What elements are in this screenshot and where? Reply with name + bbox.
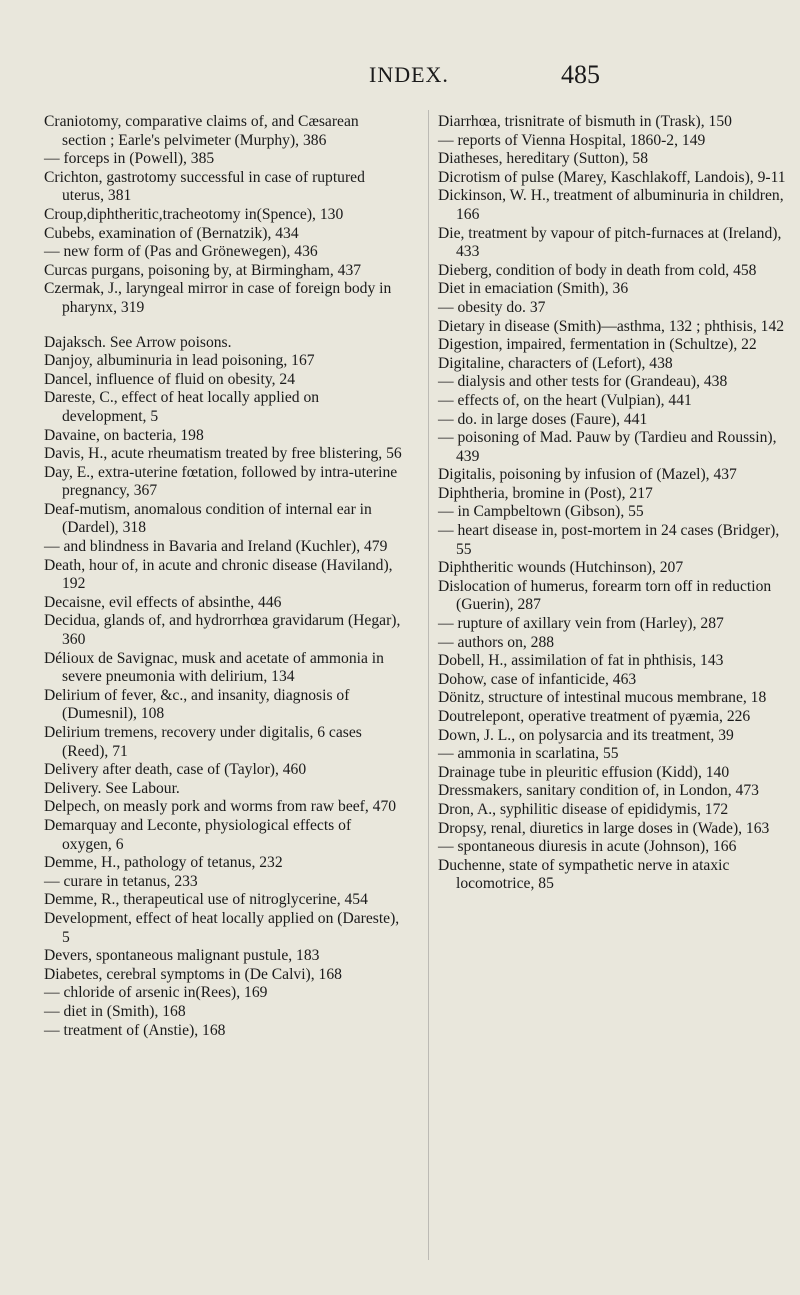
index-entry: — chloride of arsenic in(Rees), 169 — [44, 984, 268, 1002]
index-entry: Dron, A., syphilitic disease of epididymis, 172 — [438, 800, 729, 818]
index-entry: — do. in large doses (Faure), 441 — [438, 410, 648, 428]
column-divider — [428, 110, 429, 1260]
index-entry: Dropsy, renal, diuretics in large doses in (Wade), 163 — [438, 819, 770, 837]
index-entry: Dareste, C., effect of heat locally applied on development, 5 — [44, 389, 320, 425]
index-entry: Diphtheria, bromine in (Post), 217 — [438, 484, 653, 502]
index-entry: Délioux de Savignac, musk and acetate of ammonia in severe pneumonia with delirium, 134 — [44, 649, 384, 686]
index-entry: Development, effect of heat locally applied on (Dareste), 5 — [44, 909, 400, 946]
index-entry: Digitalis, poisoning by infusion of (Mazel), 437 — [438, 466, 737, 484]
left-index-column — [44, 113, 404, 1040]
index-entry: Dajaksch. See Arrow poisons. — [44, 333, 232, 351]
page-header — [0, 62, 800, 102]
index-entry: Drainage tube in pleuritic effusion (Kidd), 140 — [438, 763, 730, 781]
index-entry: Dobell, H., assimilation of fat in phthisis, 143 — [438, 652, 724, 670]
index-entry: Craniotomy, comparative claims of, and Cæsarean section ; Earle's pelvimeter (Murphy), 386 — [44, 113, 359, 149]
index-entry: Duchenne, state of sympathetic nerve in ataxic locomotrice, 85 — [438, 856, 730, 893]
index-entry: — authors on, 288 — [438, 633, 555, 651]
index-entry: Danjoy, albuminuria in lead poisoning, 167 — [44, 352, 315, 370]
index-entry: Day, E., extra-uterine fœtation, followed by intra-uterine pregnancy, 367 — [44, 463, 398, 500]
index-entry: Digitaline, characters of (Lefort), 438 — [438, 354, 673, 372]
index-entry: Dancel, influence of fluid on obesity, 24 — [44, 370, 296, 388]
index-entry: Curcas purgans, poisoning by, at Birmingham, 437 — [44, 261, 362, 279]
index-entry: Diphtheritic wounds (Hutchinson), 207 — [438, 559, 684, 577]
index-entry: — curare in tetanus, 233 — [44, 872, 198, 890]
index-entry: — diet in (Smith), 168 — [44, 1002, 186, 1020]
page-title: INDEX. — [369, 62, 449, 87]
index-entry: Cubebs, examination of (Bernatzik), 434 — [44, 224, 299, 242]
index-entry: Dieberg, condition of body in death from cold, 458 — [438, 261, 757, 279]
index-entry: — treatment of (Anstie), 168 — [44, 1021, 226, 1039]
index-entry: Dicrotism of pulse (Marey, Kaschlakoff, Landois), 9-11 — [438, 168, 786, 186]
page-number: 485 — [561, 60, 600, 89]
index-entry: Death, hour of, in acute and chronic disease (Haviland), 192 — [44, 556, 393, 593]
index-entry: Davaine, on bacteria, 198 — [44, 426, 204, 444]
index-entry: — effects of, on the heart (Vulpian), 441 — [438, 391, 692, 409]
index-entry: — new form of (Pas and Grönewegen), 436 — [44, 243, 318, 261]
index-entry: Deaf-mutism, anomalous condition of internal ear in (Dardel), 318 — [44, 500, 372, 537]
index-entry: — obesity do. 37 — [438, 298, 546, 316]
index-entry: — in Campbeltown (Gibson), 55 — [438, 503, 644, 521]
index-entry: Devers, spontaneous malignant pustule, 183 — [44, 947, 320, 965]
entry-gap — [44, 318, 404, 334]
index-entry: Diet in emaciation (Smith), 36 — [438, 280, 629, 298]
index-entry: Davis, H., acute rheumatism treated by free blistering, 56 — [44, 445, 402, 463]
index-entry: Demme, H., pathology of tetanus, 232 — [44, 854, 283, 872]
index-entry: — and blindness in Bavaria and Ireland (Kuchler), 479 — [44, 538, 388, 556]
index-entry: Czermak, J., laryngeal mirror in case of foreign body in pharynx, 319 — [44, 280, 392, 316]
index-entry: — reports of Vienna Hospital, 1860-2, 149 — [438, 131, 706, 149]
index-entry: Die, treatment by vapour of pitch-furnaces at (Ireland), 433 — [438, 224, 782, 261]
index-entry: — forceps in (Powell), 385 — [44, 150, 215, 168]
index-entry: Dönitz, structure of intestinal mucous membrane, 18 — [438, 689, 767, 707]
index-entry: Crichton, gastrotomy successful in case of ruptured uterus, 381 — [44, 168, 365, 205]
index-entry: Delirium of fever, &c., and insanity, diagnosis of (Dumesnil), 108 — [44, 686, 350, 723]
index-entry: Dislocation of humerus, forearm torn off in reduction (Guerin), 287 — [438, 577, 772, 614]
index-entry: — spontaneous diuresis in acute (Johnson), 166 — [438, 838, 737, 856]
index-entry: — dialysis and other tests for (Grandeau), 438 — [438, 373, 728, 391]
index-entry: Diabetes, cerebral symptoms in (De Calvi), 168 — [44, 965, 342, 983]
right-index-column — [438, 113, 798, 894]
index-entry: Decaisne, evil effects of absinthe, 446 — [44, 593, 282, 611]
index-entry: Decidua, glands of, and hydrorrhœa gravidarum (Hegar), 360 — [44, 612, 401, 649]
index-entry: Delivery after death, case of (Taylor), 460 — [44, 761, 307, 779]
index-entry: Delivery. See Labour. — [44, 779, 180, 797]
index-entry: — heart disease in, post-mortem in 24 cases (Bridger), 55 — [438, 522, 780, 558]
index-entry: — ammonia in scarlatina, 55 — [438, 745, 619, 763]
index-entry: Dickinson, W. H., treatment of albuminuria in children, 166 — [438, 187, 784, 223]
index-entry: Doutrelepont, operative treatment of pyæmia, 226 — [438, 708, 751, 725]
index-entry: Croup,diphtheritic,tracheotomy in(Spence), 130 — [44, 205, 344, 223]
index-entry: Demarquay and Leconte, physiological effects of oxygen, 6 — [44, 816, 352, 853]
index-entry: Digestion, impaired, fermentation in (Schultze), 22 — [438, 336, 757, 354]
index-entry: Dietary in disease (Smith)—asthma, 132 ; phthisis, 142 — [438, 317, 785, 335]
index-entry: Delpech, on measly pork and worms from raw beef, 470 — [44, 798, 397, 816]
index-entry: Delirium tremens, recovery under digitalis, 6 cases (Reed), 71 — [44, 724, 362, 760]
index-entry: Diatheses, hereditary (Sutton), 58 — [438, 150, 649, 168]
index-entry: — rupture of axillary vein from (Harley), 287 — [438, 615, 724, 633]
index-entry: Dressmakers, sanitary condition of, in London, 473 — [438, 782, 759, 800]
index-entry: Down, J. L., on polysarcia and its treatment, 39 — [438, 726, 734, 744]
index-entry: — poisoning of Mad. Pauw by (Tardieu and Roussin), 439 — [438, 429, 777, 465]
index-entry: Dohow, case of infanticide, 463 — [438, 670, 637, 688]
index-entry: Diarrhœa, trisnitrate of bismuth in (Trask), 150 — [438, 113, 732, 130]
index-entry: Demme, R., therapeutical use of nitroglycerine, 454 — [44, 891, 368, 909]
